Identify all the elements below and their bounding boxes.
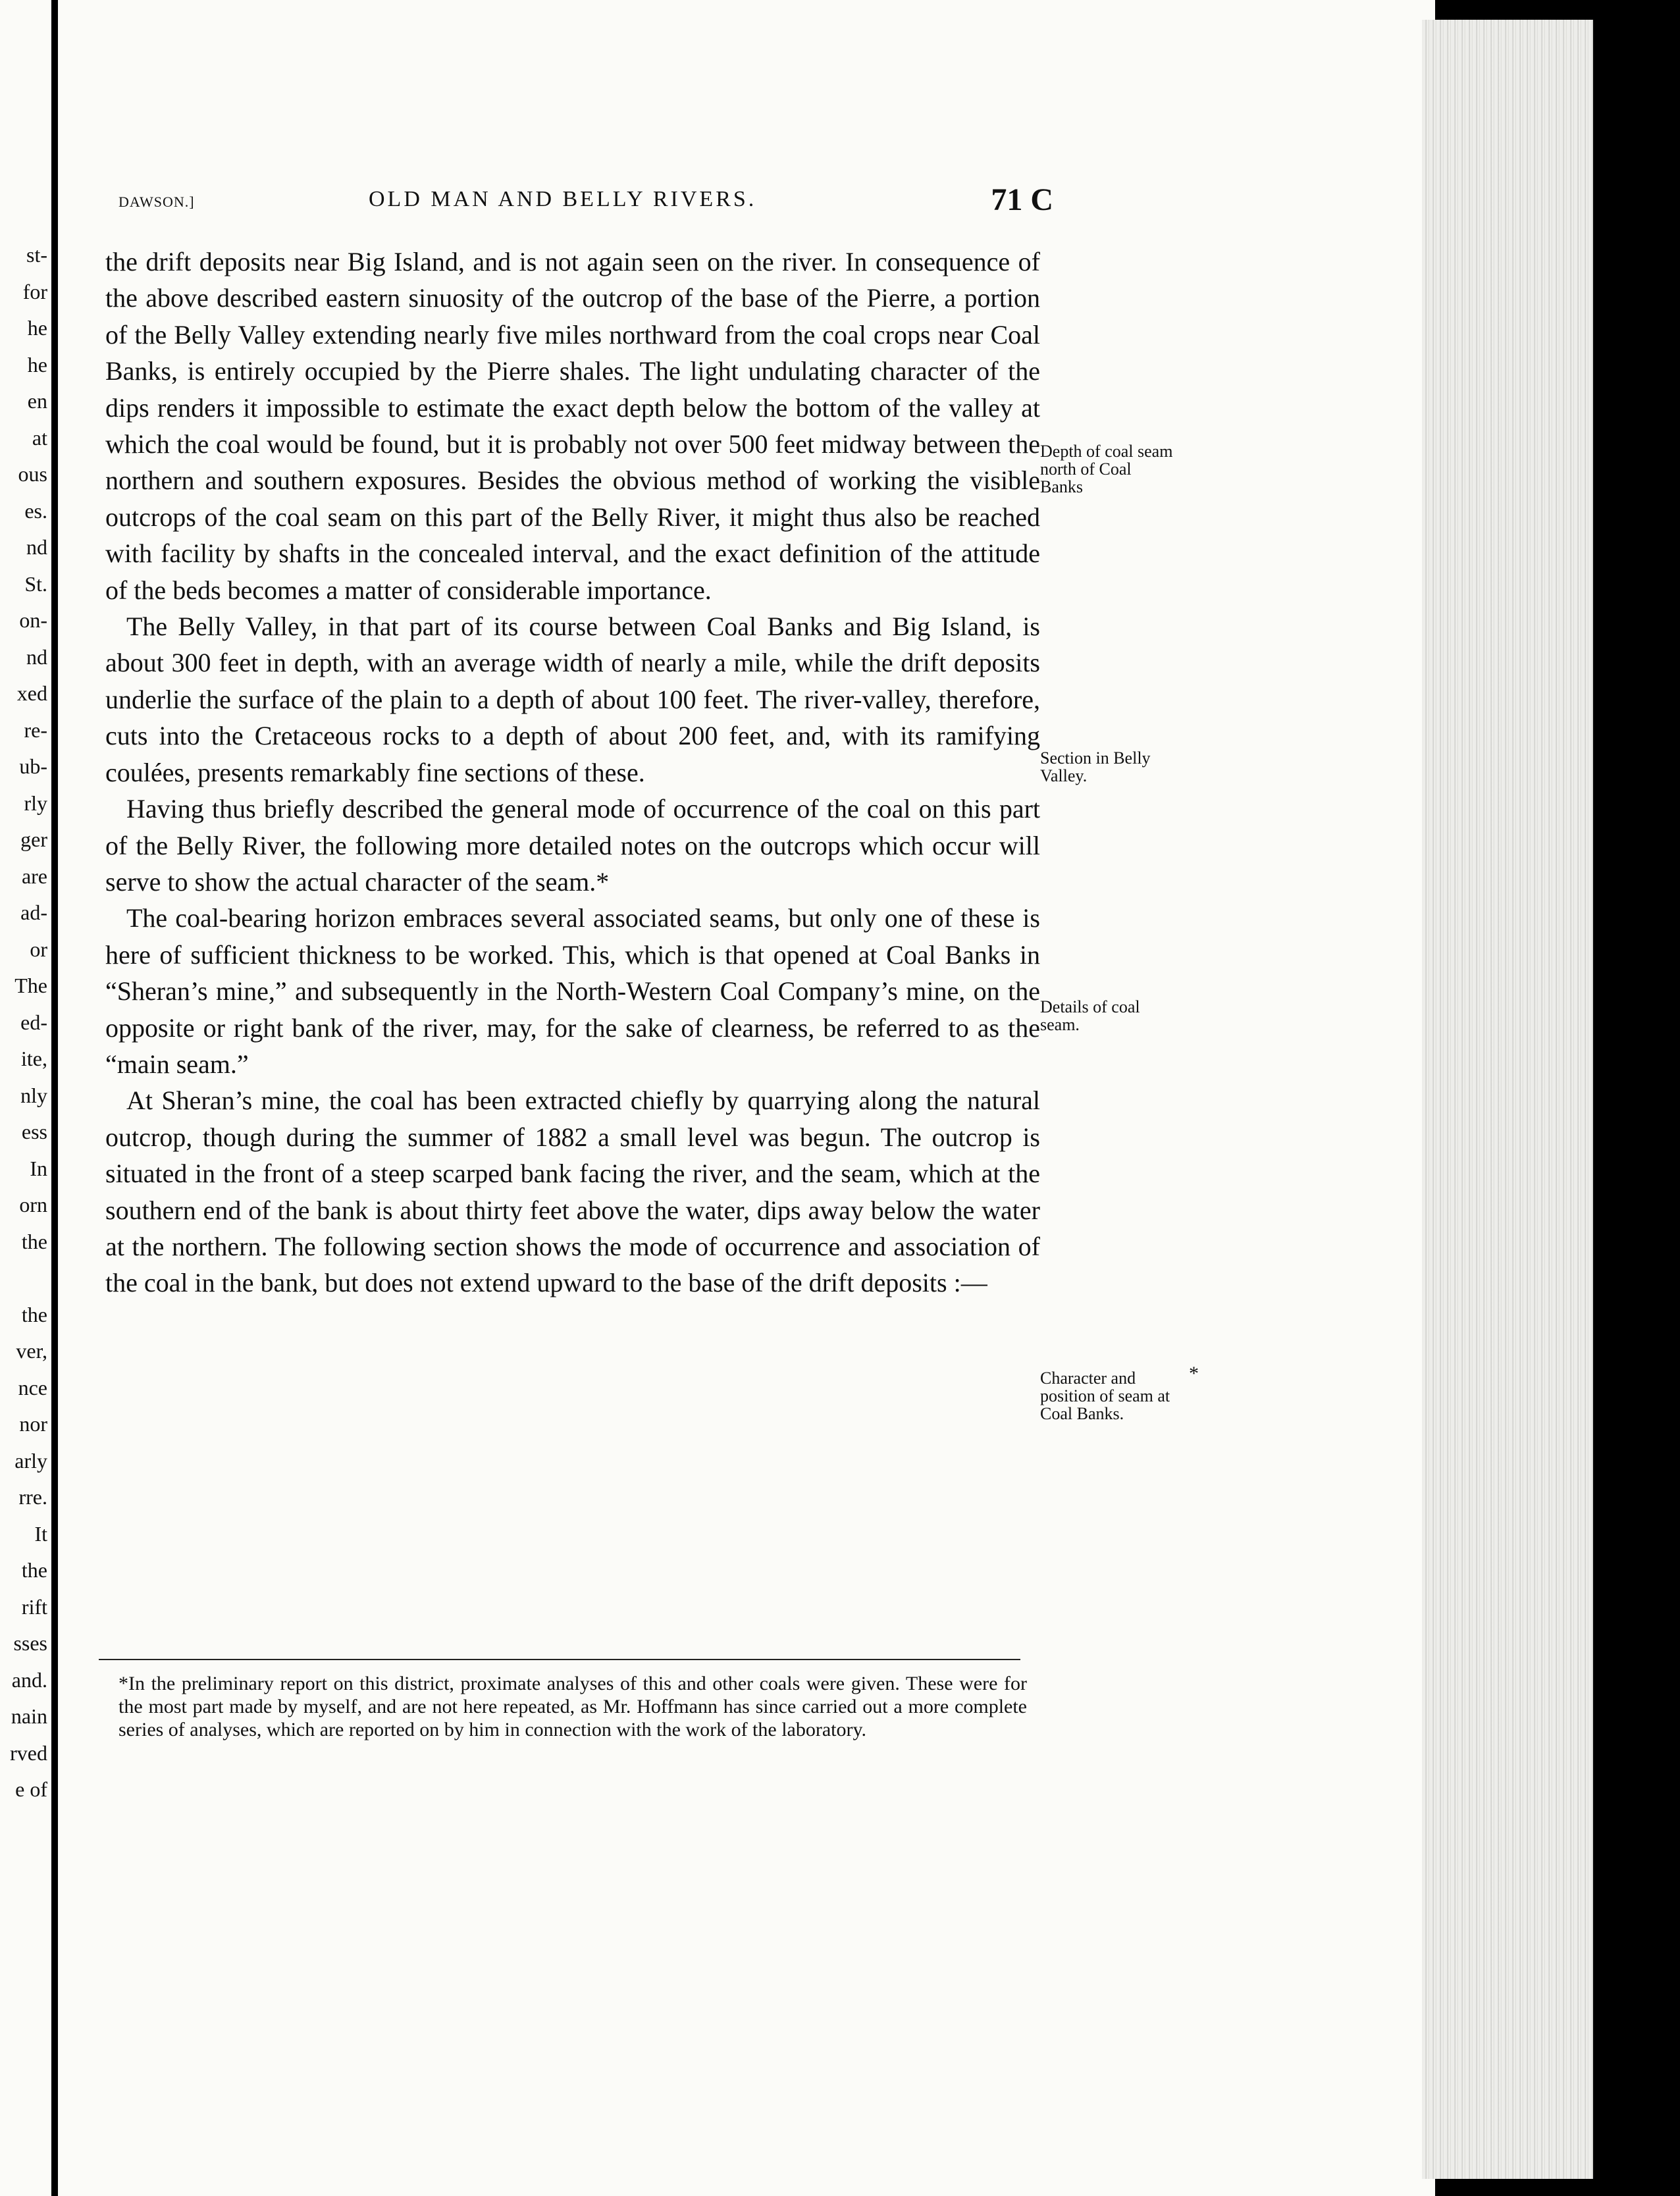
previous-page-fragment: the	[21, 1229, 47, 1253]
sidenote-details-coal-seam: Details of coal seam.	[1040, 997, 1140, 1034]
previous-page-fragment: It	[34, 1521, 47, 1546]
scan-background	[1593, 0, 1680, 2196]
previous-page-fragment: arly	[14, 1448, 47, 1473]
previous-page-fragment: ad-	[20, 901, 47, 924]
body-text	[105, 244, 1040, 1301]
running-head-author: DAWSON.]	[118, 194, 195, 210]
previous-page-fragment: ub-	[19, 754, 47, 778]
previous-page-fragment: en	[27, 389, 47, 413]
previous-page-fragment: on-	[19, 608, 47, 632]
sidenote-depth-of-coal: Depth of coal seam north of Coal Banks	[1040, 442, 1173, 496]
previous-page-fragment: are	[21, 864, 47, 888]
running-head	[118, 184, 1053, 224]
previous-page-fragment: rved	[10, 1740, 47, 1765]
previous-page-fragment: for	[22, 279, 47, 303]
previous-page-fragment: he	[27, 316, 47, 340]
previous-page-fragment: nly	[20, 1083, 47, 1107]
running-head-title: OLD MAN AND BELLY RIVERS.	[369, 187, 757, 211]
previous-page-fragment: ous	[18, 462, 47, 486]
previous-page-fragment: re-	[24, 718, 47, 742]
previous-page-fragment: nain	[11, 1704, 47, 1728]
previous-page-fragment: The	[14, 974, 47, 997]
margin-mark: *	[1189, 1363, 1199, 1384]
previous-page-fragment: ed-	[20, 1010, 47, 1034]
paragraph-2: The Belly Valley, in that part of its course between Coal Banks and Big Island, is about 300 feet in depth, with an average width of nearly a mile, while the drift deposits underlie the surface of the plain to a depth of about 100 feet. The river-valley, therefore, cuts into the Cretaceous rocks to a depth of about 200 feet, and, with its ramifying coulées, presents remarkably fine sections of these.	[105, 612, 1040, 787]
previous-page-fragments	[0, 237, 47, 1808]
previous-page-fragment: e of	[15, 1777, 47, 1801]
previous-page-fragment: St.	[24, 571, 47, 596]
previous-page-fragment: nd	[26, 644, 47, 669]
paragraph-5: At Sheran’s mine, the coal has been extracted chiefly by quarrying along the natural outcrop, though during the summer of 1882 a small level was begun. The outcrop is situated in the front of a steep scarped bank facing the river, and the seam, which at the southern end of the bank is about thirty feet above the water, dips away below the water at the northern. The following section shows the mode of occurrence and association of the coal in the bank, but does not extend upward to the base of the drift deposits :—	[105, 1085, 1040, 1298]
previous-page-fragment: ite,	[21, 1047, 47, 1070]
previous-page-edge	[0, 0, 58, 2196]
page-number: 71 C	[991, 182, 1053, 217]
previous-page-fragment: In	[30, 1156, 47, 1180]
previous-page-fragment: nd	[26, 535, 47, 559]
previous-page-fragment: and.	[11, 1667, 47, 1692]
previous-page-fragment: rre.	[18, 1485, 47, 1509]
previous-page-fragment: rift	[21, 1594, 47, 1619]
paragraph-1: the drift deposits near Big Island, and is not again seen on the river. In consequence of the above described eastern sinuosity of the outcrop of the base of the Pierre, a portion of the Belly Valley extending nearly five miles northward from the coal crops near Coal Banks, is entirely occupied by the Pierre shales. The light undulating character of the dips renders it impossible to estimate the exact depth below the bottom of the valley at which the coal would be found, but it is probably not over 500 feet midway between the northern and southern exposures. Besides the obvious method of working the visible outcrops of the coal seam on this part of the Belly River, it might thus also be reached with facility by shafts in the concealed interval, and the exact definition of the attitude of the beds becomes a matter of considerable importance.	[105, 247, 1040, 605]
sidenote-character-position: Character and position of seam at Coal Banks.	[1040, 1369, 1170, 1423]
footnote: *In the preliminary report on this district, proximate analyses of this and other coals were given. These were for the most part made by myself, and are not here repeated, as Mr. Hoffmann has since carried out a more complete series of analyses, which are reported on by him in connection with the work of the laboratory.	[118, 1673, 1027, 1740]
book-fore-edge	[1422, 20, 1593, 2179]
previous-page-fragment: ver,	[16, 1339, 47, 1363]
previous-page-fragment: st-	[26, 243, 47, 267]
previous-page-fragment: the	[21, 1302, 47, 1326]
previous-page-fragment: the	[21, 1558, 47, 1582]
previous-page-fragment: es.	[24, 498, 47, 523]
previous-page-fragment: nor	[19, 1412, 47, 1436]
footnote-rule	[99, 1659, 1020, 1660]
paragraph-4: The coal-bearing horizon embraces several associated seams, but only one of these is here of sufficient thickness to be worked. This, which is that opened at Coal Banks in “Sheran’s mine,” and subsequently in the North-Western Coal Company’s mine, on the opposite or right bank of the river, may, for the sake of clearness, be referred to as the “main seam.”	[105, 903, 1040, 1079]
previous-page-fragment: sses	[13, 1631, 47, 1655]
previous-page-fragment: orn	[19, 1193, 47, 1216]
previous-page-fragment: or	[30, 937, 47, 961]
previous-page-fragment: at	[32, 425, 47, 450]
previous-page-fragment: xed	[16, 681, 47, 705]
previous-page-fragment	[0, 1260, 47, 1297]
sidenote-section-belly-valley: Section in Belly Valley.	[1040, 748, 1151, 785]
paragraph-3: Having thus briefly described the general mode of occurrence of the coal on this part of the Belly River, the following more detailed notes on the outcrops which occur will serve to show the actual character of the seam.*	[105, 794, 1040, 897]
previous-page-fragment: ger	[20, 827, 47, 851]
previous-page-fragment: ess	[21, 1120, 47, 1143]
previous-page-fragment: he	[27, 352, 47, 377]
previous-page-fragment: nce	[18, 1375, 47, 1399]
previous-page-fragment: rly	[24, 791, 47, 815]
